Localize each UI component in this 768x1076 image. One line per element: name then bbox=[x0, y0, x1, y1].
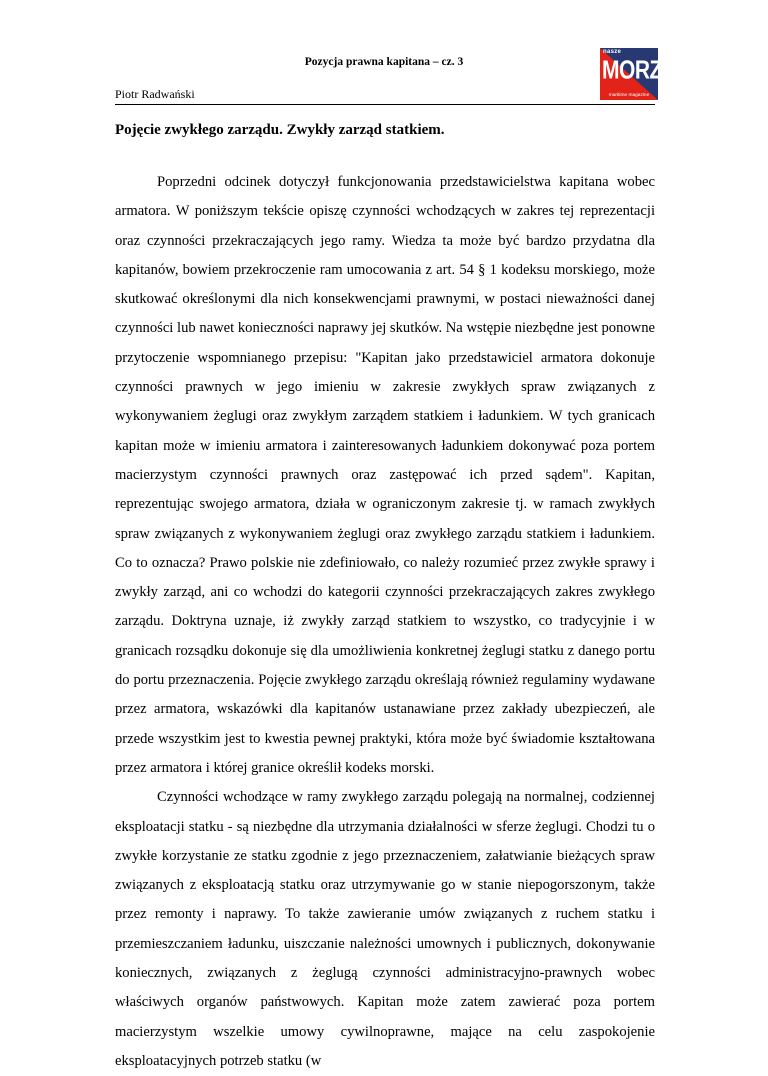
header-divider bbox=[115, 104, 655, 105]
logo-main-text: MORZE bbox=[602, 56, 676, 85]
logo-tagline: maritime magazine bbox=[608, 93, 650, 98]
article-title: Pojęcie zwykłego zarządu. Zwykły zarząd statkiem. bbox=[115, 122, 445, 138]
paragraph: Czynności wchodzące w ramy zwykłego zarządu polegają na normalnej, codziennej eksploatacji statku - są niezbędne dla utrzymania działalności w sferze żeglugi. Chodzi tu o zwykłe korzystanie ze statku zgodnie z jego przeznaczeniem, załatwianie bieżących spraw związanych z eksploatacją statku oraz utrzymywanie go w stanie niepogorszonym, także przez remonty i naprawy. To także zawieranie umów związanych z ruchem statku i przemieszczaniem ładunku, uiszczanie należności umownych i publicznych, dokonywanie koniecznych, związanych z żeglugą czynności administracyjno-prawnych wobec właściwych organów państwowych. Kapitan może zatem zawierać poza portem macierzystym wszelkie umowy cywilnoprawne, mające na celu zaspokojenie eksploatacyjnych potrzeb statku (w bbox=[115, 789, 655, 1069]
nasze-morze-logo bbox=[600, 48, 676, 100]
article-body bbox=[115, 168, 655, 1076]
logo-small-text: nasze bbox=[603, 49, 622, 55]
paragraph: Poprzedni odcinek dotyczył funkcjonowania przedstawicielstwa kapitana wobec armatora. W poniższym tekście opiszę czynności wchodzących w zakres tej reprezentacji oraz czynności przekraczających jego ramy. Wiedza ta może być bardzo przydatna dla kapitanów, bowiem przekroczenie ram umocowania z art. 54 § 1 kodeksu morskiego, może skutkować określonymi dla nich konsekwencjami prawnymi, w postaci nieważności danej czynności lub nawet konieczności naprawy jej skutków. Na wstępie niezbędne jest ponowne przytoczenie wspomnianego przepisu: "Kapitan jako przedstawiciel armatora dokonuje czynności prawnych w jego imieniu w zakresie zwykłych spraw związanych z wykonywaniem żeglugi oraz zwykłym zarządem statkiem i ładunkiem. W tych granicach kapitan może w imieniu armatora i zainteresowanych ładunkiem dokonywać poza portem macierzystym czynności prawnych oraz zastępować ich przed sądem". Kapitan, reprezentując swojego armatora, działa w ograniczonym zakresie tj. w ramach zwykłych spraw związanych z wykonywaniem żeglugi oraz zwykłego zarządu statkiem i ładunkiem. Co to oznacza? Prawo polskie nie zdefiniowało, co należy rozumieć przez zwykłe sprawy i zwykły zarząd, ani co wchodzi do kategorii czynności przekraczających zakres zwykłego zarządu. Doktryna uznaje, iż zwykły zarząd statkiem to wszystko, co tradycyjnie i w granicach rozsądku dokonuje się dla umożliwienia konkretnej żeglugi statku z danego portu do portu przeznaczenia. Pojęcie zwykłego zarządu określają również regulaminy wydawane przez armatora, wskazówki dla kapitanów ustanawiane przez zakłady ubezpieczeń, ale przede wszystkim jest to kwestia pewnej praktyki, która może być świadomie kształtowana przez armatora i której granice określił kodeks morski. bbox=[115, 174, 655, 776]
author-name: Piotr Radwański bbox=[115, 87, 195, 101]
running-header-title: Pozycja prawna kapitana – cz. 3 bbox=[304, 56, 464, 68]
